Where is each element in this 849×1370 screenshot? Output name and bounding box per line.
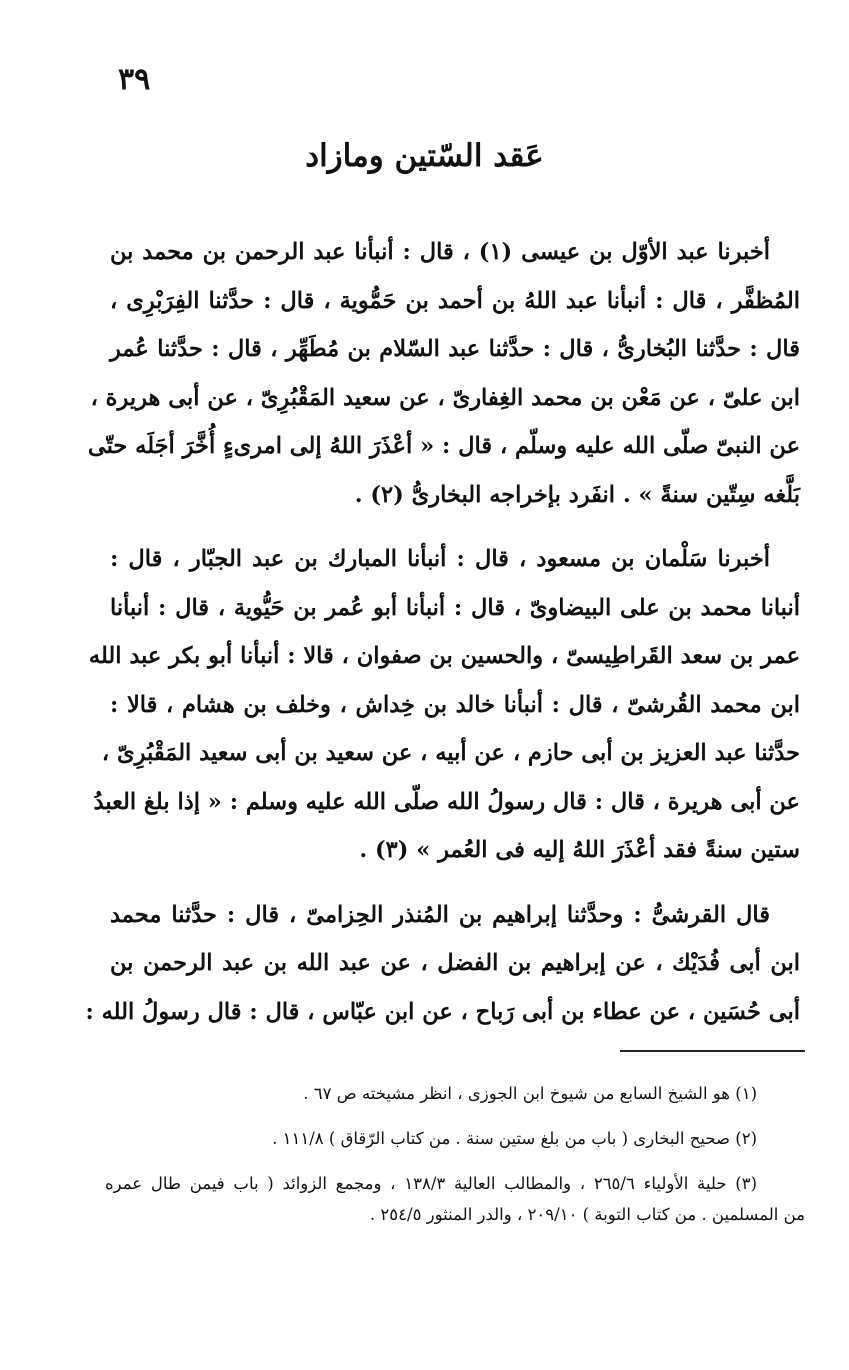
- footnote-2: [105, 1123, 805, 1154]
- text-line: أبى حُسَين ، عن عطاء بن أبى رَباح ، عن ابن عبّاس ، قال : قال رسولُ الله :: [85, 998, 800, 1025]
- text-line: عن أبى هريرة ، قال : قال رسولُ الله صلّى الله عليه وسلم : « إذا بلغ العبدُ: [93, 788, 800, 815]
- main-text: [85, 228, 800, 1052]
- text-line: ستين سنةً فقد أعْذَرَ اللهُ إليه فى العُمر » (٣) .: [359, 837, 800, 863]
- text-line: قال القرشىُّ : وحدَّثنا إبراهيم بن المُنذر الحِزامىّ ، قال : حدَّثنا محمد: [110, 901, 770, 928]
- text-line: عمر بن سعد القَراطِيسىّ ، والحسين بن صفوان ، قالا : أنبأنا أبو بكر عبد الله: [88, 643, 800, 669]
- footnote-line: (٢) صحيح البخارى ( باب من بلغ ستين سنة . من كتاب الرّقاق ) ١١١/٨ .: [272, 1129, 757, 1148]
- footnote-line: (١) هو الشيخ السابع من شيوخ ابن الجوزى ، انظر مشيخته ص ٦٧ .: [303, 1084, 757, 1103]
- footnote-line: (٣) حلية الأولياء ٢٦٥/٦ ، والمطالب العالية ١٣٨/٣ ، ومجمع الزوائد ( باب فيمن طال عمره: [105, 1174, 757, 1193]
- text-line: عن النبىّ صلّى الله عليه وسلّم ، قال : « أعْذَرَ اللهُ إلى امرىءٍ أُخَّرَ أجَلَه حتّى: [87, 433, 800, 459]
- footnote-separator: [620, 1050, 805, 1052]
- text-line: ابن أبى فُدَيْك ، عن إبراهيم بن الفضل ، عن عبد الله بن عبد الرحمن بن: [110, 950, 800, 976]
- chapter-title: عَقد السّتين ومازاد: [305, 138, 544, 174]
- text-line: ابن علىّ ، عن مَعْن بن محمد الغِفارىّ ، عن سعيد المَقْبُرِىّ ، عن أبى هريرة ،: [90, 384, 800, 411]
- footnote-1: [105, 1078, 805, 1109]
- paragraph-1: [87, 228, 800, 519]
- footnote-3: [105, 1168, 805, 1230]
- text-line: ابن محمد القُرشىّ ، قال : أنبأنا خالد بن خِداش ، وخلف بن هشام ، قالا :: [110, 691, 800, 718]
- text-line: بَلَّغه سِتّين سنةً » . انفَرد بإخراجه البخارىُّ (٢) .: [354, 481, 800, 508]
- footnote-line: من المسلمين . من كتاب التوبة ) ٢٠٩/١٠ ، والدر المنثور ٢٥٤/٥ .: [369, 1205, 805, 1224]
- text-line: أخبرنا عبد الأوّل بن عيسى (١) ، قال : أنبأنا عبد الرحمن بن محمد بن: [110, 239, 770, 265]
- text-line: قال : حدَّثنا البُخارىُّ ، قال : حدَّثنا عبد السّلام بن مُطَهِّر ، قال : حدَّثنا عُمر: [110, 336, 800, 362]
- text-line: أنبانا محمد بن على البيضاوىّ ، قال : أنبأنا أبو عُمر بن حَيُّوية ، قال : أنبأنا: [110, 594, 800, 621]
- text-line: أخبرنا سَلْمان بن مسعود ، قال : أنبأنا المبارك بن عبد الجبّار ، قال :: [110, 546, 770, 572]
- text-line: المُظفَّر ، قال : أنبأنا عبد اللهُ بن أحمد بن حَمُّوية ، قال : حدَّثنا الفِرَبْرِى ،: [110, 287, 800, 314]
- footnotes: [105, 1078, 805, 1244]
- text-line: حدَّثنا عبد العزيز بن أبى حازم ، عن أبيه ، عن سعيد بن أبى سعيد المَقْبُرِىّ ،: [101, 740, 800, 766]
- paragraph-2: [88, 535, 800, 875]
- page-number: ٣٩: [118, 62, 151, 97]
- paragraph-3: [85, 891, 800, 1037]
